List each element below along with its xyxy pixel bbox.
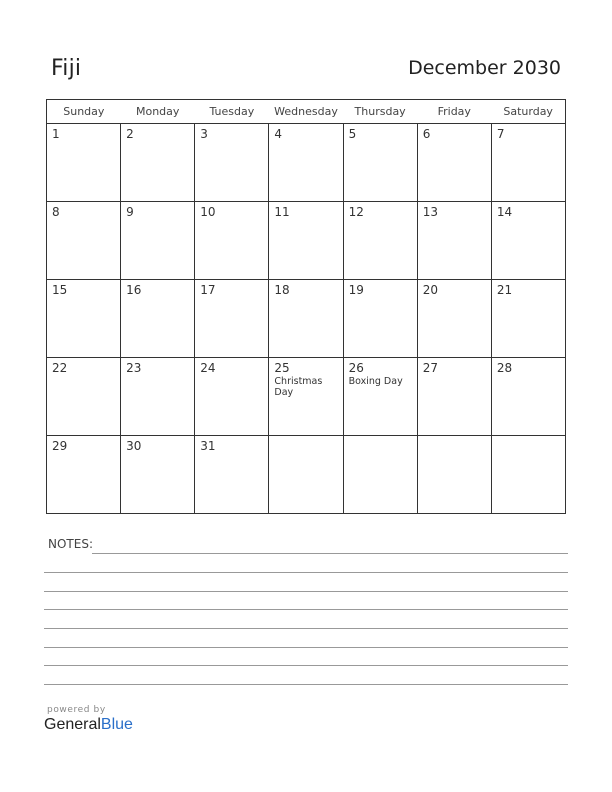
note-line [44,665,568,666]
weekday-thursday: Thursday [343,100,417,124]
note-line [44,591,568,592]
day-number: 14 [496,205,513,219]
day-cell [195,202,269,280]
day-cell [121,436,195,514]
day-cell [417,124,491,202]
day-cell [47,358,121,436]
note-line [44,609,568,610]
weekday-sunday: Sunday [47,100,121,124]
day-cell [195,280,269,358]
day-number: 23 [126,361,142,375]
day-cell [491,280,565,358]
day-number: 30 [126,439,142,453]
day-number: 12 [348,205,364,219]
day-number: 13 [422,205,438,219]
day-cell [491,202,565,280]
day-cell [343,124,417,202]
calendar-grid [46,99,566,514]
day-number: 25 [274,361,290,375]
week-row [47,358,566,436]
day-cell [417,280,491,358]
week-row [47,124,566,202]
day-cell [47,124,121,202]
day-number: 22 [52,361,68,375]
month-year-title: December 2030 [408,57,561,79]
day-number: 11 [274,205,290,219]
day-cell [417,358,491,436]
day-cell [491,436,565,514]
day-number: 27 [422,361,438,375]
day-cell [343,436,417,514]
day-number: 3 [200,127,208,141]
generalblue-logo [44,716,133,734]
day-cell [343,202,417,280]
day-cell [269,280,343,358]
day-cell [269,202,343,280]
day-number: 20 [422,283,438,297]
day-number: 9 [126,205,134,219]
day-cell [195,124,269,202]
day-number: 2 [126,127,134,141]
day-number: 8 [52,205,60,219]
day-cell [121,280,195,358]
note-line [92,553,568,554]
day-cell [269,124,343,202]
note-line [44,628,568,629]
note-line [44,684,568,685]
weekday-monday: Monday [121,100,195,124]
day-number: 18 [274,283,290,297]
holiday-label: Christmas Day [274,376,323,398]
weekday-tuesday: Tuesday [195,100,269,124]
logo-general-text: General [44,716,101,733]
day-cell [195,436,269,514]
day-cell [269,358,343,436]
note-line [44,572,568,573]
logo-blue-text: Blue [100,716,133,733]
day-number: 16 [126,283,142,297]
day-number: 4 [274,127,283,141]
weekday-header-row [47,100,566,124]
day-cell [269,436,343,514]
week-row [47,436,566,514]
notes-label: NOTES: [48,537,93,551]
day-cell [195,358,269,436]
day-cell [491,358,565,436]
country-title: Fiji [51,56,82,81]
note-line [44,647,568,648]
day-number: 26 [348,361,364,375]
weekday-wednesday: Wednesday [269,100,343,124]
day-number: 10 [200,205,216,219]
day-number: 1 [52,127,60,141]
day-number: 28 [496,361,513,375]
day-cell [417,202,491,280]
day-number: 29 [52,439,68,453]
day-number: 15 [52,283,68,297]
day-number: 6 [422,127,431,141]
week-row [47,202,566,280]
day-cell [343,280,417,358]
day-cell [121,124,195,202]
day-cell [47,436,121,514]
day-number: 31 [200,439,216,453]
day-cell [491,124,565,202]
day-number: 17 [200,283,216,297]
weekday-friday: Friday [417,100,491,124]
day-cell [47,280,121,358]
day-cell [121,202,195,280]
day-cell [121,358,195,436]
day-cell [417,436,491,514]
weekday-saturday: Saturday [491,100,565,124]
powered-by-text: powered by [47,705,106,715]
day-number: 5 [348,127,357,141]
day-cell [47,202,121,280]
day-number: 7 [496,127,505,141]
day-number: 19 [348,283,364,297]
day-number: 24 [200,361,216,375]
holiday-label: Boxing Day [348,376,403,387]
day-cell [343,358,417,436]
week-row [47,280,566,358]
day-number: 21 [496,283,513,297]
